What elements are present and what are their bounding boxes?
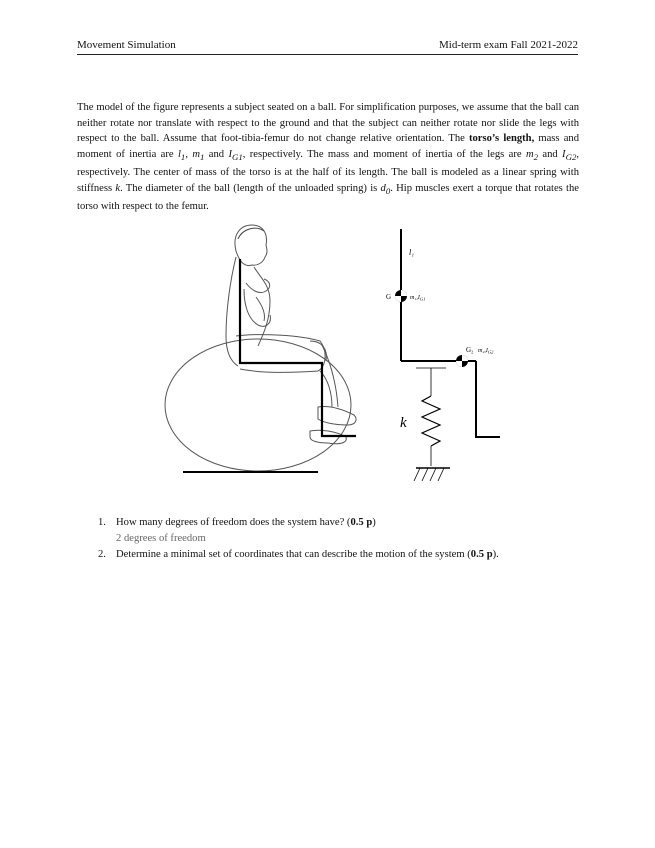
problem-statement xyxy=(77,100,579,215)
var-IG1-sub: G1 xyxy=(231,151,243,162)
schematic-model xyxy=(401,229,500,481)
statement-part-1: The model of the figure represents a subject seated on a ball. For simplification purposes, we assume that the ball can neither rotate nor translate with respect to the ground and that the subject can neither rotate nor slide the legs with respect to the ball. Assume that foot-tibia-femur do not change relative orientation. The xyxy=(77,102,579,144)
label-m1-IG1 xyxy=(410,295,425,302)
statement-torso-length: torso’s length, xyxy=(468,133,535,144)
statement-part-7: . Hip muscles exert a torque that rotates the torso with respect to the femur. xyxy=(77,182,579,213)
var-d0: d xyxy=(380,182,386,194)
var-l1: l xyxy=(177,148,181,160)
label-G1: G xyxy=(386,293,392,301)
model-figure xyxy=(160,211,505,487)
label-m1: m₁,I xyxy=(410,295,420,301)
course-title: Movement Simulation xyxy=(77,39,176,51)
var-l1-sub: 1 xyxy=(180,151,186,162)
question-text: How many degrees of freedom does the system have? (0.5 p) xyxy=(116,517,376,528)
var-IG2-sub: G2 xyxy=(565,151,577,162)
question-list xyxy=(98,517,568,565)
ball-spring xyxy=(422,396,440,446)
var-m1-sub: 1 xyxy=(200,151,205,162)
label-m2-sub: G2 xyxy=(487,349,494,355)
tibia-link xyxy=(476,361,500,437)
com-marker-torso xyxy=(395,290,407,302)
var-d0-sub: 0 xyxy=(385,185,391,196)
statement-part-4: , respectively. The mass and moment of inertia of the legs are xyxy=(242,148,526,160)
question-text: Determine a minimal set of coordinates that can describe the motion of the system (0.5 p). xyxy=(116,549,499,560)
statement-part-5: , respectively. The center of mass of the torso is at the half of its length. The ball is modeled as a linear spring with stiffness xyxy=(77,148,580,194)
statement-and-2: and xyxy=(538,148,563,160)
question-number: 2. xyxy=(98,549,106,560)
question-2 xyxy=(98,549,568,560)
var-m2: m xyxy=(525,148,534,160)
overlay-model-lines xyxy=(240,259,356,436)
question-1 xyxy=(98,517,568,528)
var-k: k xyxy=(115,182,121,194)
var-IG1: I xyxy=(228,148,232,160)
statement-and-1: and xyxy=(204,148,229,160)
statement-comma: , xyxy=(185,148,193,160)
label-l1: l₁ xyxy=(409,248,415,257)
page-header xyxy=(77,38,578,55)
label-k: k xyxy=(400,415,407,431)
label-m2-IG2 xyxy=(478,348,494,355)
exam-title: Mid-term exam Fall 2021-2022 xyxy=(438,39,578,51)
statement-part-6: . The diameter of the ball (length of the unloaded spring) is xyxy=(120,182,381,194)
label-G2: G₂ xyxy=(466,346,474,354)
label-m2: m₂,I xyxy=(478,348,488,354)
question-number: 1. xyxy=(98,517,106,528)
var-m2-sub: 2 xyxy=(533,151,539,162)
statement-part-3: mass and moment of inertia are xyxy=(77,133,579,160)
subject-illustration xyxy=(165,225,356,471)
var-m1: m xyxy=(192,148,200,160)
var-IG2: I xyxy=(562,148,566,160)
question-points: 0.5 p xyxy=(350,517,373,528)
answer-1: 2 degrees of freedom xyxy=(116,533,206,544)
label-m1-sub: G1 xyxy=(419,296,426,302)
question-points: 0.5 p xyxy=(470,549,493,560)
com-marker-legs xyxy=(456,355,468,367)
